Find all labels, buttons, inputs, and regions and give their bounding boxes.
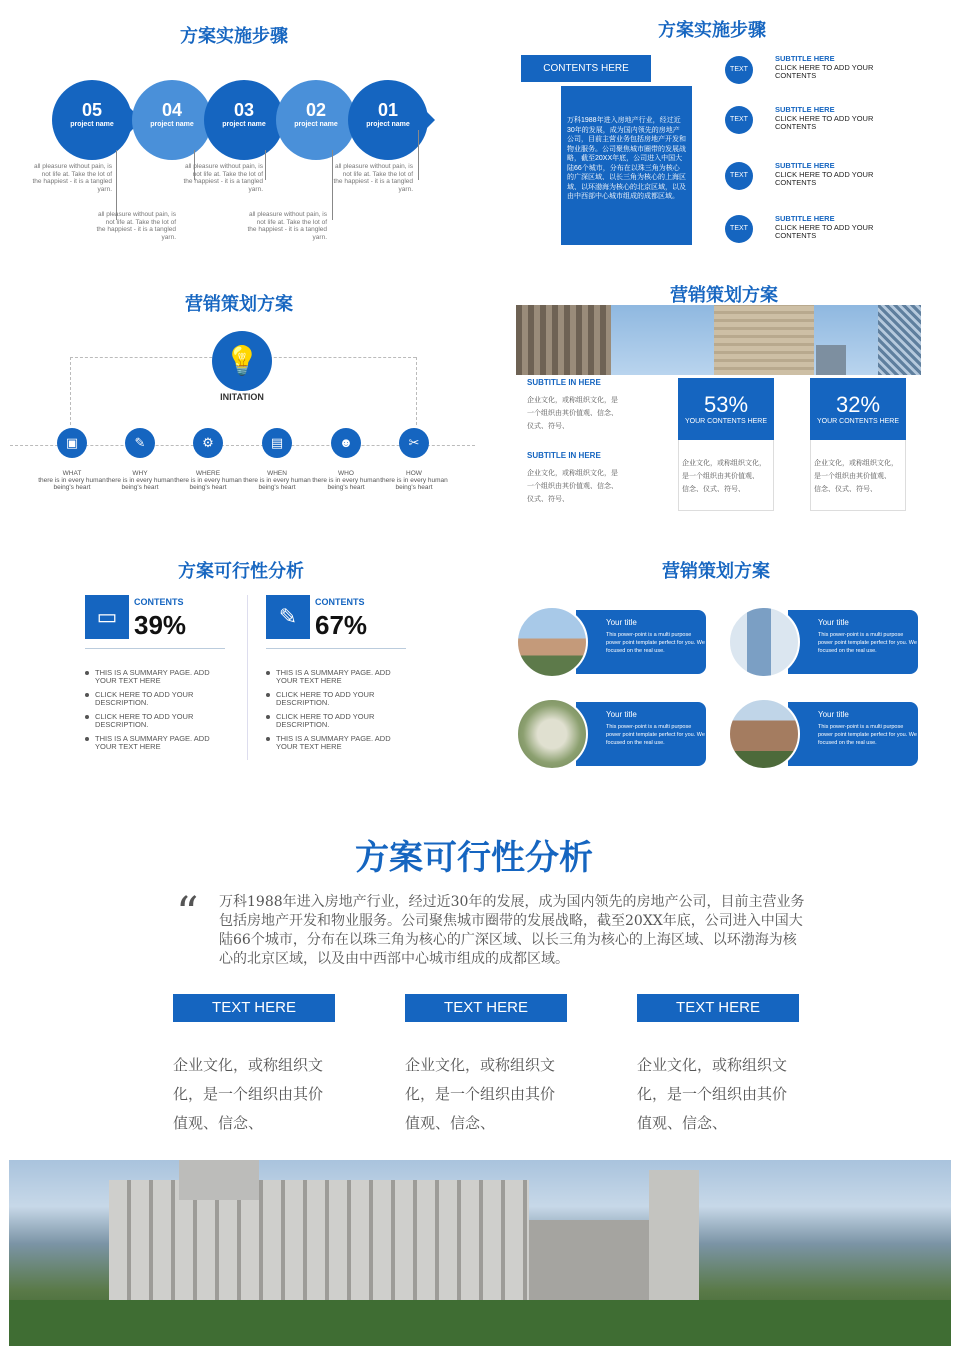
- head-gear-icon: ☻: [331, 428, 361, 458]
- tools-icon: ✂: [399, 428, 429, 458]
- col-text: 企业文化，或称组织文 化，是一个组织由其价 值观、信念、: [637, 1056, 788, 1132]
- right-bullets: THIS IS A SUMMARY PAGE. ADD YOUR TEXT HERE CLICK HERE TO ADD YOUR DESCRIPTION. CLICK HERE TO ADD YOUR DESCRIPTION. THIS IS A SUMMARY PAGE. ADD YOUR TEXT HERE: [266, 669, 406, 757]
- tower-photo: [728, 606, 800, 678]
- step-01: 01 project name: [348, 80, 428, 160]
- text-here-button: TEXT HERE: [637, 994, 799, 1022]
- lightbulb-icon: 💡: [212, 331, 272, 391]
- slide6-title: 营销策划方案: [662, 561, 770, 581]
- slide5-title: 方案可行性分析: [178, 561, 304, 581]
- right-label: CONTENTS: [315, 597, 365, 607]
- left-bullets: THIS IS A SUMMARY PAGE. ADD YOUR TEXT HERE CLICK HERE TO ADD YOUR DESCRIPTION. CLICK HERE TO ADD YOUR DESCRIPTION. THIS IS A SUMMARY PAGE. ADD YOUR TEXT HERE: [85, 669, 225, 757]
- col-text: 企业文化，或称组织文 化，是一个组织由其价 值观、信念、: [405, 1056, 556, 1132]
- step-02: 02 project name: [276, 80, 356, 160]
- how-label: HOW there is in every human being's heart: [380, 470, 448, 491]
- step-05: 05 project name: [52, 80, 132, 160]
- building-photo: [516, 305, 921, 375]
- edit-icon: ✎: [125, 428, 155, 458]
- where-label: WHERE there is in every human being's heart: [174, 470, 242, 491]
- pencil-icon: ✎: [266, 595, 310, 639]
- quote-text: 万科1988年进入房地产行业，经过近30年的发展，成为国内领先的房地产公司，目前主营业务包括房地产开发和物业服务。公司聚焦城市圈带的发展战略，截至20XX年底，公司进入中国大陆66个城市，分布在以珠三角为核心的广深区域、以长三角为核心的上海区域、以环渤海为核心的北京区域，以及由中西部中心城市组成的成都区域。: [219, 894, 805, 967]
- subtitle-item: SUBTITLE HERE CLICK HERE TO ADD YOUR CONTENTS: [775, 54, 874, 80]
- text-circle: TEXT: [725, 106, 753, 134]
- monitor-icon: ▭: [85, 595, 129, 639]
- houses-photo: [728, 698, 800, 770]
- card: Your title This power-point is a multi purpose power point template perfect for you. We focused on the real use.: [516, 702, 706, 766]
- subtitle-item: SUBTITLE HERE CLICK HERE TO ADD YOUR CONTENTS: [775, 161, 874, 187]
- card: Your title This power-point is a multi purpose power point template perfect for you. We focused on the real use.: [728, 610, 918, 674]
- stat-32-text: 企业文化，或称组织文化， 是一个组织由其价值观、 信念、仪式、符号、: [814, 460, 898, 493]
- step-04: 04 project name: [132, 80, 212, 160]
- step-note: all pleasure without pain, is not life at. Take the lot of the happiest - it is a tangled yarn.: [333, 163, 413, 193]
- who-label: WHO there is in every human being's heart: [312, 470, 380, 491]
- subtitle-2-text: 企业文化，或称组织文化，是 一个组织由其价值观、信念、 仪式、符号、: [527, 470, 618, 503]
- left-value: 39%: [134, 610, 187, 640]
- subtitle-2: SUBTITLE IN HERE: [527, 451, 601, 460]
- step-note: all pleasure without pain, is not life at. Take the lot of the happiest - it is a tangled yarn.: [96, 211, 176, 241]
- slide3-title: 营销策划方案: [185, 294, 293, 314]
- castle-photo: [9, 1160, 951, 1346]
- slide2-title: 方案实施步骤: [658, 20, 766, 40]
- stat-53-text: 企业文化，或称组织文化， 是一个组织由其价值观、 信念、仪式、符号、: [682, 460, 766, 493]
- aerial-photo: [516, 698, 588, 770]
- contents-label: CONTENTS HERE: [521, 55, 651, 82]
- subtitle-1-text: 企业文化，或称组织文化，是 一个组织由其价值观、信念、 仪式、符号、: [527, 397, 618, 430]
- subtitle-1: SUBTITLE IN HERE: [527, 378, 601, 387]
- when-label: WHEN there is in every human being's heart: [243, 470, 311, 491]
- step-03: 03 project name: [204, 80, 284, 160]
- text-circle: TEXT: [725, 215, 753, 243]
- text-here-button: TEXT HERE: [405, 994, 567, 1022]
- briefcase-icon: ▤: [262, 428, 292, 458]
- step-note: all pleasure without pain, is not life at. Take the lot of the happiest - it is a tangled yarn.: [247, 211, 327, 241]
- quote-mark-icon: “: [176, 888, 199, 939]
- step-note: all pleasure without pain, is not life at. Take the lot of the happiest - it is a tangled yarn.: [183, 163, 263, 193]
- card: Your title This power-point is a multi purpose power point template perfect for you. We focused on the real use.: [516, 610, 706, 674]
- slide7-title: 方案可行性分析: [355, 839, 593, 877]
- card: Your title This power-point is a multi purpose power point template perfect for you. We focused on the real use.: [728, 702, 918, 766]
- browser-icon: ▣: [57, 428, 87, 458]
- why-label: WHY there is in every human being's heart: [106, 470, 174, 491]
- initation-label: INITATION: [220, 392, 264, 402]
- monitor-gear-icon: ⚙: [193, 428, 223, 458]
- what-label: WHAT there is in every human being's heart: [38, 470, 106, 491]
- slide1-title: 方案实施步骤: [180, 26, 288, 46]
- text-here-button: TEXT HERE: [173, 994, 335, 1022]
- contents-body: 万科1988年进入房地产行业，经过近30年的发展，成为国内领先的房地产公司，目前主营业务包括房地产开发和物业服务。公司聚焦城市圈带的发展战略，截至20XX年底，公司进入中国大陆66个城市，分布在以珠三角为核心的广深区域、以长三角为核心的上海区域、以环渤海为核心的北京区域，以及由中西部中心城市组成的成都区域。: [561, 86, 692, 245]
- step-note: all pleasure without pain, is not life at. Take the lot of the happiest - it is a tangled yarn.: [32, 163, 112, 193]
- col-text: 企业文化，或称组织文 化，是一个组织由其价 值观、信念、: [173, 1056, 324, 1132]
- right-value: 67%: [315, 610, 368, 640]
- stat-53: 53% YOUR CONTENTS HERE: [678, 378, 774, 440]
- slide4-title: 营销策划方案: [670, 285, 778, 305]
- subtitle-item: SUBTITLE HERE CLICK HERE TO ADD YOUR CONTENTS: [775, 214, 874, 240]
- left-label: CONTENTS: [134, 597, 184, 607]
- text-circle: TEXT: [725, 56, 753, 84]
- stat-32: 32% YOUR CONTENTS HERE: [810, 378, 906, 440]
- text-circle: TEXT: [725, 162, 753, 190]
- subtitle-item: SUBTITLE HERE CLICK HERE TO ADD YOUR CONTENTS: [775, 105, 874, 131]
- city-photo: [516, 606, 588, 678]
